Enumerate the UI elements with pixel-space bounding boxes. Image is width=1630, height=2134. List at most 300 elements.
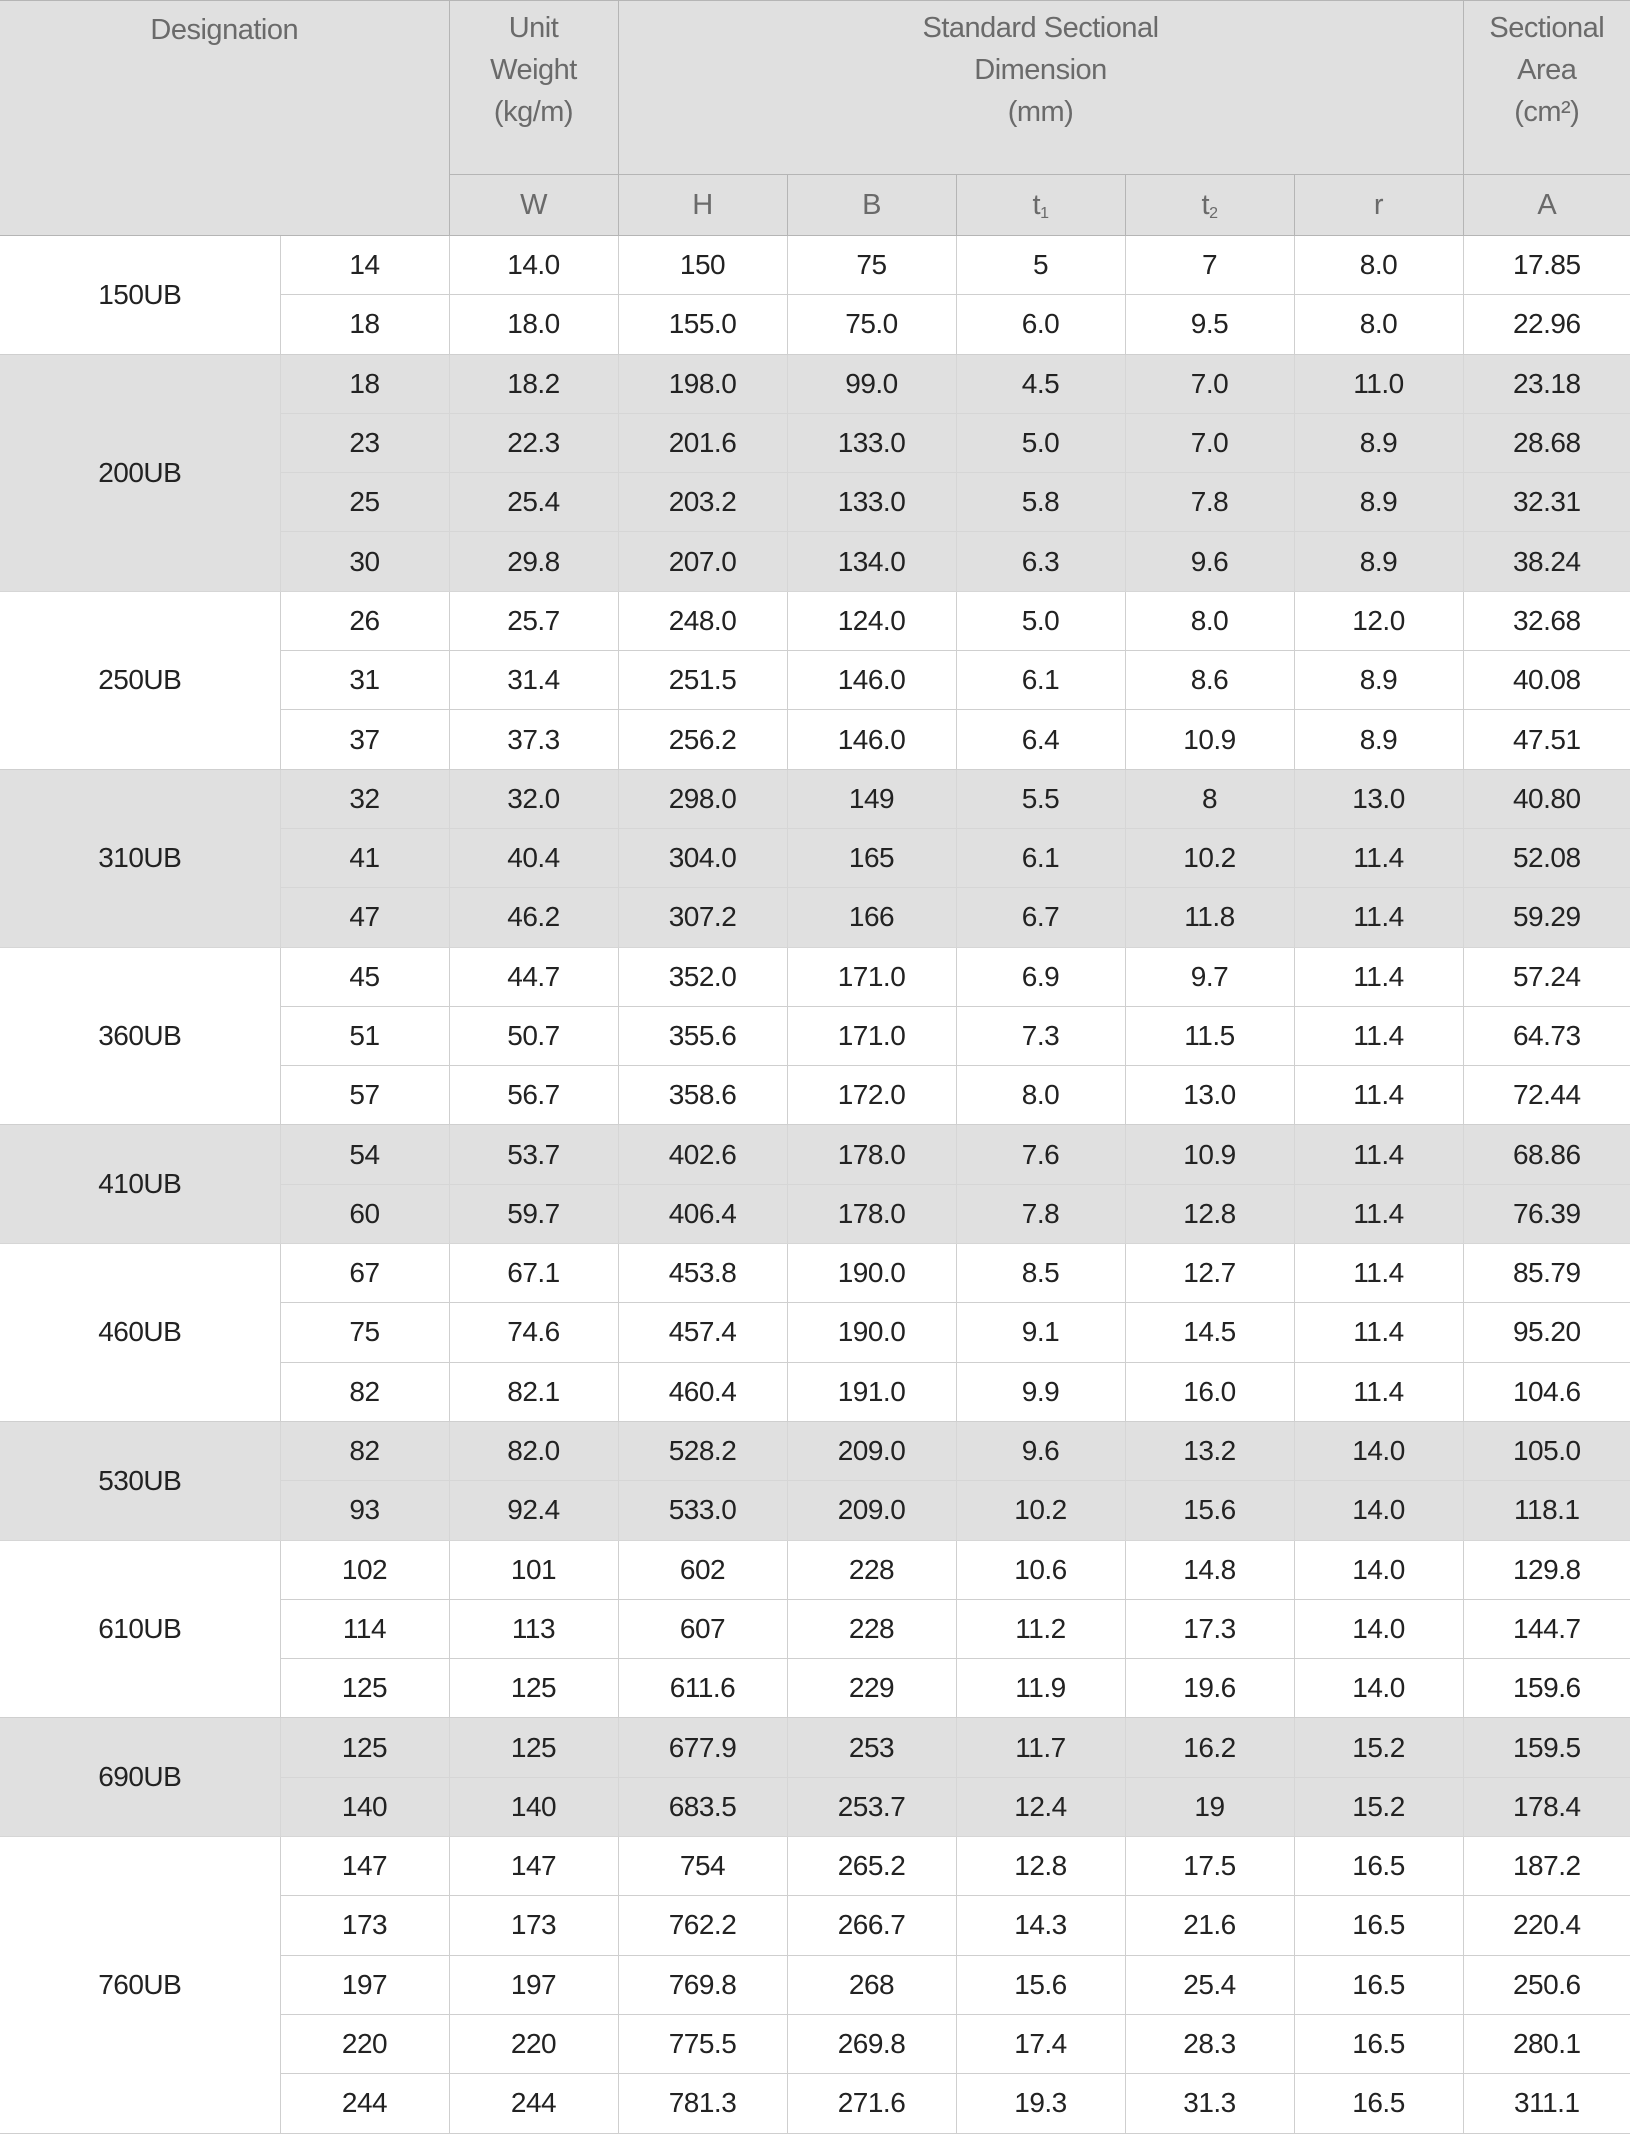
r-cell: 16.5 <box>1294 2074 1463 2133</box>
table-row <box>0 354 1630 413</box>
t1-cell: 9.1 <box>956 1303 1125 1362</box>
weight-cell: 44.7 <box>449 947 618 1006</box>
t2-cell: 9.7 <box>1125 947 1294 1006</box>
t1-cell: 8.5 <box>956 1244 1125 1303</box>
r-cell: 14.0 <box>1294 1659 1463 1718</box>
h-cell: 355.6 <box>618 1006 787 1065</box>
r-cell: 16.5 <box>1294 2014 1463 2073</box>
t2-cell: 11.5 <box>1125 1006 1294 1065</box>
t1-cell: 4.5 <box>956 354 1125 413</box>
area-cell: 85.79 <box>1463 1244 1630 1303</box>
area-cell: 118.1 <box>1463 1481 1630 1540</box>
r-cell: 14.0 <box>1294 1481 1463 1540</box>
weight-cell: 125 <box>449 1659 618 1718</box>
area-cell: 28.68 <box>1463 413 1630 472</box>
area-cell: 311.1 <box>1463 2074 1630 2133</box>
h-cell: 198.0 <box>618 354 787 413</box>
mass-cell: 102 <box>280 1540 449 1599</box>
table-row <box>0 1421 1630 1480</box>
t2-cell: 8.0 <box>1125 591 1294 650</box>
area-cell: 178.4 <box>1463 1777 1630 1836</box>
weight-cell: 25.4 <box>449 473 618 532</box>
area-cell: 22.96 <box>1463 295 1630 354</box>
t2-cell: 7 <box>1125 236 1294 295</box>
h-cell: 611.6 <box>618 1659 787 1718</box>
h-cell: 683.5 <box>618 1777 787 1836</box>
h-cell: 248.0 <box>618 591 787 650</box>
h-cell: 201.6 <box>618 413 787 472</box>
r-cell: 11.4 <box>1294 1184 1463 1243</box>
weight-cell: 244 <box>449 2074 618 2133</box>
designation-group-cell: 760UB <box>0 1837 280 2134</box>
dimension-line-1: Standard Sectional <box>922 12 1159 44</box>
mass-cell: 25 <box>280 473 449 532</box>
t1-cell: 5 <box>956 236 1125 295</box>
b-cell: 269.8 <box>787 2014 956 2073</box>
b-cell: 75.0 <box>787 295 956 354</box>
t2-cell: 31.3 <box>1125 2074 1294 2133</box>
b-cell: 146.0 <box>787 651 956 710</box>
mass-cell: 41 <box>280 828 449 887</box>
t2-cell: 15.6 <box>1125 1481 1294 1540</box>
area-line-3: (cm²) <box>1514 96 1580 128</box>
weight-cell: 32.0 <box>449 769 618 828</box>
b-cell: 99.0 <box>787 354 956 413</box>
dimension-line-3: (mm) <box>1007 96 1074 128</box>
mass-cell: 47 <box>280 888 449 947</box>
r-cell: 11.4 <box>1294 888 1463 947</box>
area-cell: 76.39 <box>1463 1184 1630 1243</box>
b-cell: 172.0 <box>787 1066 956 1125</box>
b-cell: 268 <box>787 1955 956 2014</box>
weight-cell: 53.7 <box>449 1125 618 1184</box>
designation-group-cell: 410UB <box>0 1125 280 1244</box>
t2-cell: 12.7 <box>1125 1244 1294 1303</box>
mass-cell: 147 <box>280 1837 449 1896</box>
r-cell: 14.0 <box>1294 1599 1463 1658</box>
table-row <box>0 1540 1630 1599</box>
mass-cell: 67 <box>280 1244 449 1303</box>
weight-cell: 197 <box>449 1955 618 2014</box>
area-cell: 280.1 <box>1463 2014 1630 2073</box>
t2-cell: 14.8 <box>1125 1540 1294 1599</box>
b-cell: 178.0 <box>787 1184 956 1243</box>
r-cell: 8.0 <box>1294 236 1463 295</box>
b-cell: 171.0 <box>787 947 956 1006</box>
table-row <box>0 591 1630 650</box>
designation-group-cell: 360UB <box>0 947 280 1125</box>
mass-cell: 173 <box>280 1896 449 1955</box>
weight-cell: 14.0 <box>449 236 618 295</box>
b-cell: 190.0 <box>787 1244 956 1303</box>
t1-cell: 6.0 <box>956 295 1125 354</box>
t1-cell: 11.7 <box>956 1718 1125 1777</box>
area-cell: 23.18 <box>1463 354 1630 413</box>
area-cell: 72.44 <box>1463 1066 1630 1125</box>
t1-cell: 14.3 <box>956 1896 1125 1955</box>
designation-header: Designation <box>0 1 449 236</box>
t2-cell: 19.6 <box>1125 1659 1294 1718</box>
t1-cell: 12.8 <box>956 1837 1125 1896</box>
area-cell: 250.6 <box>1463 1955 1630 2014</box>
area-cell: 64.73 <box>1463 1006 1630 1065</box>
mass-cell: 54 <box>280 1125 449 1184</box>
t2-cell: 13.0 <box>1125 1066 1294 1125</box>
h-cell: 406.4 <box>618 1184 787 1243</box>
r-cell: 14.0 <box>1294 1421 1463 1480</box>
h-cell: 402.6 <box>618 1125 787 1184</box>
symbol-t2-base: t <box>1201 189 1210 221</box>
h-cell: 298.0 <box>618 769 787 828</box>
b-cell: 209.0 <box>787 1481 956 1540</box>
weight-cell: 82.0 <box>449 1421 618 1480</box>
symbol-b: B <box>787 175 956 236</box>
r-cell: 11.4 <box>1294 1125 1463 1184</box>
symbol-h: H <box>618 175 787 236</box>
table-row <box>0 1125 1630 1184</box>
t1-cell: 15.6 <box>956 1955 1125 2014</box>
weight-cell: 50.7 <box>449 1006 618 1065</box>
t2-cell: 14.5 <box>1125 1303 1294 1362</box>
t2-cell: 10.9 <box>1125 1125 1294 1184</box>
b-cell: 124.0 <box>787 591 956 650</box>
mass-cell: 75 <box>280 1303 449 1362</box>
b-cell: 165 <box>787 828 956 887</box>
weight-cell: 125 <box>449 1718 618 1777</box>
b-cell: 253.7 <box>787 1777 956 1836</box>
t2-cell: 12.8 <box>1125 1184 1294 1243</box>
t2-cell: 7.0 <box>1125 413 1294 472</box>
mass-cell: 244 <box>280 2074 449 2133</box>
b-cell: 149 <box>787 769 956 828</box>
t1-cell: 7.3 <box>956 1006 1125 1065</box>
weight-cell: 59.7 <box>449 1184 618 1243</box>
b-cell: 271.6 <box>787 2074 956 2133</box>
area-cell: 32.31 <box>1463 473 1630 532</box>
r-cell: 15.2 <box>1294 1777 1463 1836</box>
t1-cell: 6.1 <box>956 828 1125 887</box>
table-row <box>0 236 1630 295</box>
symbol-t1-base: t <box>1032 189 1041 221</box>
weight-cell: 220 <box>449 2014 618 2073</box>
r-cell: 11.4 <box>1294 1244 1463 1303</box>
mass-cell: 18 <box>280 354 449 413</box>
h-cell: 203.2 <box>618 473 787 532</box>
b-cell: 266.7 <box>787 1896 956 1955</box>
mass-cell: 197 <box>280 1955 449 2014</box>
weight-cell: 56.7 <box>449 1066 618 1125</box>
r-cell: 14.0 <box>1294 1540 1463 1599</box>
area-cell: 17.85 <box>1463 236 1630 295</box>
area-cell: 52.08 <box>1463 828 1630 887</box>
h-cell: 307.2 <box>618 888 787 947</box>
h-cell: 769.8 <box>618 1955 787 2014</box>
b-cell: 229 <box>787 1659 956 1718</box>
weight-cell: 22.3 <box>449 413 618 472</box>
mass-cell: 51 <box>280 1006 449 1065</box>
h-cell: 602 <box>618 1540 787 1599</box>
t2-cell: 10.2 <box>1125 828 1294 887</box>
table-header <box>0 1 1630 236</box>
r-cell: 11.4 <box>1294 1303 1463 1362</box>
t1-cell: 11.9 <box>956 1659 1125 1718</box>
h-cell: 775.5 <box>618 2014 787 2073</box>
area-cell: 159.5 <box>1463 1718 1630 1777</box>
mass-cell: 32 <box>280 769 449 828</box>
mass-cell: 23 <box>280 413 449 472</box>
t2-cell: 8 <box>1125 769 1294 828</box>
mass-cell: 18 <box>280 295 449 354</box>
t1-cell: 11.2 <box>956 1599 1125 1658</box>
weight-cell: 25.7 <box>449 591 618 650</box>
area-cell: 38.24 <box>1463 532 1630 591</box>
t2-cell: 21.6 <box>1125 1896 1294 1955</box>
area-cell: 129.8 <box>1463 1540 1630 1599</box>
t1-cell: 10.2 <box>956 1481 1125 1540</box>
b-cell: 133.0 <box>787 413 956 472</box>
area-cell: 57.24 <box>1463 947 1630 1006</box>
designation-group-cell: 150UB <box>0 236 280 355</box>
weight-cell: 140 <box>449 1777 618 1836</box>
area-cell: 187.2 <box>1463 1837 1630 1896</box>
r-cell: 15.2 <box>1294 1718 1463 1777</box>
t1-cell: 5.8 <box>956 473 1125 532</box>
mass-cell: 220 <box>280 2014 449 2073</box>
t2-cell: 19 <box>1125 1777 1294 1836</box>
area-cell: 59.29 <box>1463 888 1630 947</box>
weight-cell: 82.1 <box>449 1362 618 1421</box>
dimension-line-2: Dimension <box>974 54 1107 86</box>
designation-group-cell: 690UB <box>0 1718 280 1837</box>
h-cell: 150 <box>618 236 787 295</box>
b-cell: 146.0 <box>787 710 956 769</box>
mass-cell: 26 <box>280 591 449 650</box>
weight-cell: 29.8 <box>449 532 618 591</box>
h-cell: 457.4 <box>618 1303 787 1362</box>
b-cell: 265.2 <box>787 1837 956 1896</box>
t1-cell: 5.0 <box>956 591 1125 650</box>
h-cell: 358.6 <box>618 1066 787 1125</box>
weight-cell: 173 <box>449 1896 618 1955</box>
t2-cell: 28.3 <box>1125 2014 1294 2073</box>
unit-weight-line-3: (kg/m) <box>493 96 574 128</box>
symbol-t1 <box>956 175 1125 236</box>
h-cell: 207.0 <box>618 532 787 591</box>
table-row <box>0 769 1630 828</box>
t1-cell: 7.6 <box>956 1125 1125 1184</box>
t1-cell: 17.4 <box>956 2014 1125 2073</box>
t1-cell: 7.8 <box>956 1184 1125 1243</box>
mass-cell: 14 <box>280 236 449 295</box>
r-cell: 12.0 <box>1294 591 1463 650</box>
b-cell: 166 <box>787 888 956 947</box>
mass-cell: 45 <box>280 947 449 1006</box>
designation-group-cell: 200UB <box>0 354 280 591</box>
r-cell: 8.9 <box>1294 473 1463 532</box>
mass-cell: 114 <box>280 1599 449 1658</box>
area-line-1: Sectional <box>1489 12 1605 44</box>
h-cell: 528.2 <box>618 1421 787 1480</box>
r-cell: 8.9 <box>1294 413 1463 472</box>
table-row <box>0 1718 1630 1777</box>
t2-cell: 7.8 <box>1125 473 1294 532</box>
r-cell: 13.0 <box>1294 769 1463 828</box>
b-cell: 191.0 <box>787 1362 956 1421</box>
mass-cell: 30 <box>280 532 449 591</box>
mass-cell: 57 <box>280 1066 449 1125</box>
unit-weight-line-1: Unit <box>508 12 559 44</box>
t2-cell: 9.5 <box>1125 295 1294 354</box>
t1-cell: 5.5 <box>956 769 1125 828</box>
weight-cell: 46.2 <box>449 888 618 947</box>
weight-cell: 147 <box>449 1837 618 1896</box>
area-cell: 40.08 <box>1463 651 1630 710</box>
t1-cell: 5.0 <box>956 413 1125 472</box>
b-cell: 75 <box>787 236 956 295</box>
area-line-2: Area <box>1517 54 1577 86</box>
area-cell: 68.86 <box>1463 1125 1630 1184</box>
t2-cell: 16.0 <box>1125 1362 1294 1421</box>
t1-cell: 6.1 <box>956 651 1125 710</box>
t1-cell: 8.0 <box>956 1066 1125 1125</box>
r-cell: 8.0 <box>1294 295 1463 354</box>
t1-cell: 9.9 <box>956 1362 1125 1421</box>
h-cell: 251.5 <box>618 651 787 710</box>
weight-cell: 31.4 <box>449 651 618 710</box>
t2-cell: 8.6 <box>1125 651 1294 710</box>
t1-cell: 9.6 <box>956 1421 1125 1480</box>
t1-cell: 6.3 <box>956 532 1125 591</box>
t2-cell: 13.2 <box>1125 1421 1294 1480</box>
t2-cell: 9.6 <box>1125 532 1294 591</box>
t1-cell: 10.6 <box>956 1540 1125 1599</box>
t1-cell: 6.7 <box>956 888 1125 947</box>
b-cell: 133.0 <box>787 473 956 532</box>
t2-cell: 16.2 <box>1125 1718 1294 1777</box>
r-cell: 8.9 <box>1294 710 1463 769</box>
h-cell: 754 <box>618 1837 787 1896</box>
symbol-t1-sub: 1 <box>1040 205 1049 222</box>
b-cell: 209.0 <box>787 1421 956 1480</box>
mass-cell: 37 <box>280 710 449 769</box>
area-cell: 105.0 <box>1463 1421 1630 1480</box>
weight-cell: 37.3 <box>449 710 618 769</box>
t2-cell: 17.3 <box>1125 1599 1294 1658</box>
b-cell: 228 <box>787 1599 956 1658</box>
area-cell: 144.7 <box>1463 1599 1630 1658</box>
symbol-t2-sub: 2 <box>1209 205 1218 222</box>
mass-cell: 140 <box>280 1777 449 1836</box>
h-cell: 607 <box>618 1599 787 1658</box>
h-cell: 352.0 <box>618 947 787 1006</box>
table-row <box>0 1837 1630 1896</box>
r-cell: 16.5 <box>1294 1837 1463 1896</box>
weight-cell: 67.1 <box>449 1244 618 1303</box>
t1-cell: 6.9 <box>956 947 1125 1006</box>
mass-cell: 125 <box>280 1659 449 1718</box>
t2-cell: 10.9 <box>1125 710 1294 769</box>
h-cell: 677.9 <box>618 1718 787 1777</box>
weight-cell: 74.6 <box>449 1303 618 1362</box>
area-cell: 95.20 <box>1463 1303 1630 1362</box>
r-cell: 11.4 <box>1294 1006 1463 1065</box>
weight-cell: 40.4 <box>449 828 618 887</box>
t1-cell: 19.3 <box>956 2074 1125 2133</box>
mass-cell: 82 <box>280 1421 449 1480</box>
r-cell: 8.9 <box>1294 532 1463 591</box>
r-cell: 11.4 <box>1294 1362 1463 1421</box>
h-cell: 155.0 <box>618 295 787 354</box>
designation-group-cell: 460UB <box>0 1244 280 1422</box>
area-cell: 159.6 <box>1463 1659 1630 1718</box>
h-cell: 781.3 <box>618 2074 787 2133</box>
r-cell: 11.4 <box>1294 1066 1463 1125</box>
sectional-area-header <box>1463 1 1630 175</box>
h-cell: 453.8 <box>618 1244 787 1303</box>
r-cell: 11.0 <box>1294 354 1463 413</box>
t2-cell: 7.0 <box>1125 354 1294 413</box>
t1-cell: 6.4 <box>956 710 1125 769</box>
symbol-a: A <box>1463 175 1630 236</box>
mass-cell: 31 <box>280 651 449 710</box>
weight-cell: 18.2 <box>449 354 618 413</box>
r-cell: 11.4 <box>1294 828 1463 887</box>
mass-cell: 93 <box>280 1481 449 1540</box>
area-cell: 104.6 <box>1463 1362 1630 1421</box>
t2-cell: 25.4 <box>1125 1955 1294 2014</box>
designation-group-cell: 610UB <box>0 1540 280 1718</box>
table-body <box>0 236 1630 2134</box>
symbol-w: W <box>449 175 618 236</box>
unit-weight-header <box>449 1 618 175</box>
designation-group-cell: 310UB <box>0 769 280 947</box>
mass-cell: 82 <box>280 1362 449 1421</box>
area-cell: 220.4 <box>1463 1896 1630 1955</box>
symbol-t2 <box>1125 175 1294 236</box>
r-cell: 11.4 <box>1294 947 1463 1006</box>
area-cell: 32.68 <box>1463 591 1630 650</box>
b-cell: 228 <box>787 1540 956 1599</box>
r-cell: 16.5 <box>1294 1896 1463 1955</box>
b-cell: 134.0 <box>787 532 956 591</box>
t1-cell: 12.4 <box>956 1777 1125 1836</box>
r-cell: 8.9 <box>1294 651 1463 710</box>
unit-weight-line-2: Weight <box>490 54 577 86</box>
h-cell: 533.0 <box>618 1481 787 1540</box>
symbol-r: r <box>1294 175 1463 236</box>
mass-cell: 125 <box>280 1718 449 1777</box>
b-cell: 178.0 <box>787 1125 956 1184</box>
b-cell: 171.0 <box>787 1006 956 1065</box>
weight-cell: 92.4 <box>449 1481 618 1540</box>
h-cell: 762.2 <box>618 1896 787 1955</box>
h-cell: 460.4 <box>618 1362 787 1421</box>
t2-cell: 11.8 <box>1125 888 1294 947</box>
weight-cell: 113 <box>449 1599 618 1658</box>
mass-cell: 60 <box>280 1184 449 1243</box>
table-row <box>0 947 1630 1006</box>
designation-group-cell: 530UB <box>0 1421 280 1540</box>
h-cell: 256.2 <box>618 710 787 769</box>
table-row <box>0 1244 1630 1303</box>
area-cell: 47.51 <box>1463 710 1630 769</box>
b-cell: 253 <box>787 1718 956 1777</box>
area-cell: 40.80 <box>1463 769 1630 828</box>
standard-dimension-header <box>618 1 1463 175</box>
b-cell: 190.0 <box>787 1303 956 1362</box>
weight-cell: 101 <box>449 1540 618 1599</box>
designation-group-cell: 250UB <box>0 591 280 769</box>
